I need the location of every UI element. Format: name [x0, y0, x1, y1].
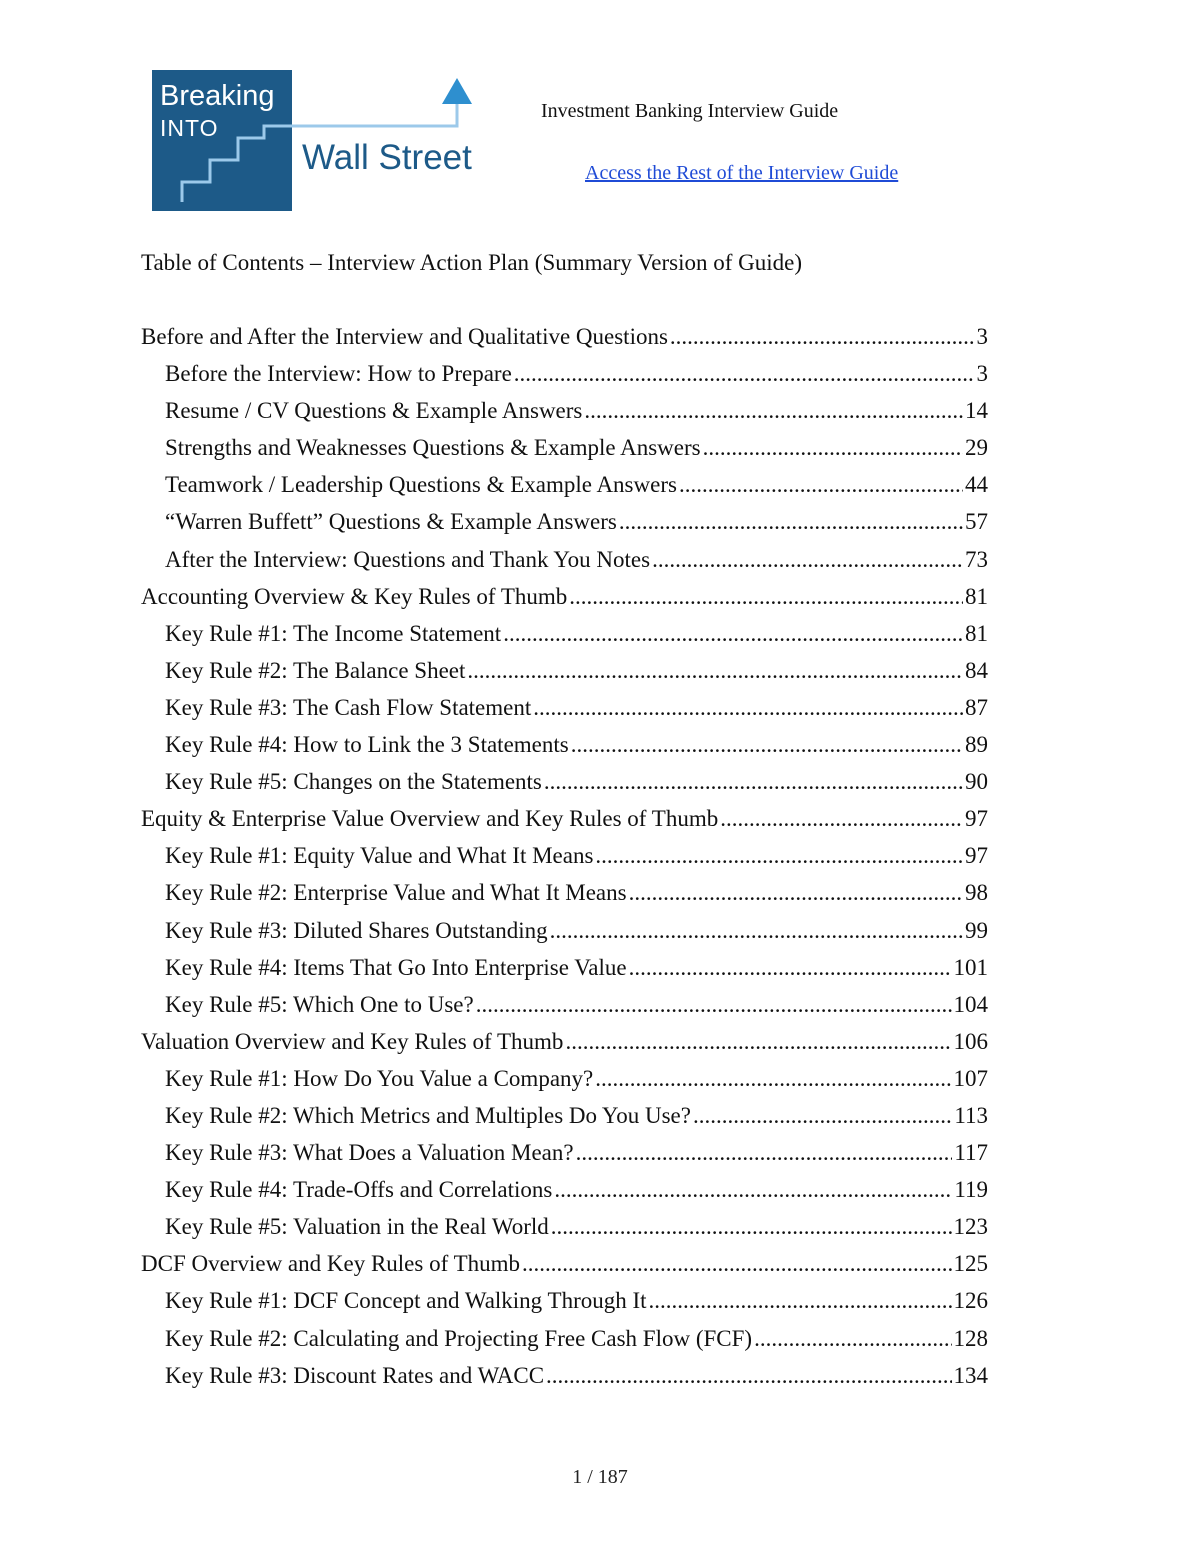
toc-page-number: 98 — [965, 880, 988, 906]
toc-page-number: 113 — [954, 1102, 988, 1128]
toc-dot-leader — [551, 1211, 952, 1243]
toc-dot-leader — [649, 1285, 952, 1317]
toc-dot-leader — [584, 395, 963, 427]
toc-page-number: 89 — [965, 732, 988, 758]
toc-page-number: 14 — [965, 398, 988, 424]
toc-subentry[interactable] — [141, 1100, 988, 1137]
toc-subentry[interactable] — [141, 1137, 988, 1174]
toc-dot-leader — [550, 915, 963, 947]
toc-entry-title: Key Rule #3: What Does a Valuation Mean? — [165, 1140, 574, 1166]
toc-dot-leader — [629, 877, 963, 909]
toc-page-number: 107 — [953, 1065, 988, 1091]
toc-entry-title: Before the Interview: How to Prepare — [165, 361, 512, 387]
toc-page-number: 128 — [953, 1325, 988, 1351]
toc-dot-leader — [514, 358, 975, 390]
toc-page-number: 57 — [965, 509, 988, 535]
toc-dot-leader — [754, 1323, 951, 1355]
toc-page-number: 126 — [953, 1288, 988, 1314]
toc-section[interactable] — [141, 581, 988, 618]
toc-entry-title: Key Rule #5: Changes on the Statements — [165, 769, 542, 795]
toc-entry-title: Key Rule #3: The Cash Flow Statement — [165, 694, 532, 720]
toc-dot-leader — [533, 692, 963, 724]
toc-entry-title: Accounting Overview & Key Rules of Thumb — [141, 583, 568, 609]
toc-dot-leader — [720, 803, 963, 835]
toc-dot-leader — [569, 581, 963, 613]
toc-page-number: 101 — [953, 954, 988, 980]
toc-section[interactable] — [141, 1248, 988, 1285]
logo-arrow-icon — [442, 78, 472, 104]
toc-entry-title: Key Rule #4: How to Link the 3 Statements — [165, 732, 569, 758]
toc-subentry[interactable] — [141, 840, 988, 877]
toc-entry-title: Key Rule #4: Trade-Offs and Correlations — [165, 1177, 553, 1203]
toc-page-number: 73 — [965, 546, 988, 572]
toc-entry-title: Valuation Overview and Key Rules of Thumb — [141, 1028, 564, 1054]
toc-page-number: 134 — [953, 1362, 988, 1388]
toc-page-number: 97 — [965, 806, 988, 832]
toc-entry-title: After the Interview: Questions and Thank You Notes — [165, 546, 651, 572]
toc-dot-leader — [693, 1100, 952, 1132]
toc-subentry[interactable] — [141, 395, 988, 432]
toc-dot-leader — [576, 1137, 953, 1169]
toc-dot-leader — [619, 506, 963, 538]
toc-entry-title: Key Rule #1: The Income Statement — [165, 620, 502, 646]
toc-subentry[interactable] — [141, 544, 988, 581]
toc-entry-title: “Warren Buffett” Questions & Example Answers — [165, 509, 617, 535]
toc-entry-title: Key Rule #5: Valuation in the Real World — [165, 1214, 549, 1240]
logo-text-wall-street: Wall Street — [302, 138, 472, 177]
toc-subentry[interactable] — [141, 655, 988, 692]
toc-entry-title: Resume / CV Questions & Example Answers — [165, 398, 583, 424]
toc-dot-leader — [522, 1248, 951, 1280]
toc-entry-title: Teamwork / Leadership Questions & Example Answers — [165, 472, 677, 498]
toc-page-number: 81 — [965, 620, 988, 646]
toc-dot-leader — [467, 655, 963, 687]
toc-entry-title: DCF Overview and Key Rules of Thumb — [141, 1251, 521, 1277]
toc-subentry[interactable] — [141, 1285, 988, 1322]
toc-page-number: 117 — [954, 1140, 988, 1166]
toc-dot-leader — [544, 766, 963, 798]
toc-subentry[interactable] — [141, 1174, 988, 1211]
toc-page-number: 3 — [976, 361, 988, 387]
toc-subentry[interactable] — [141, 952, 988, 989]
toc-subentry[interactable] — [141, 358, 988, 395]
toc-entry-title: Equity & Enterprise Value Overview and Key Rules of Thumb — [141, 806, 719, 832]
toc-entry-title: Strengths and Weaknesses Questions & Example Answers — [165, 435, 701, 461]
toc-page-number: 87 — [965, 694, 988, 720]
toc-dot-leader — [554, 1174, 952, 1206]
toc-dot-leader — [670, 321, 975, 353]
toc-page-number: 104 — [953, 991, 988, 1017]
toc-subentry[interactable] — [141, 729, 988, 766]
toc-page-number: 84 — [965, 657, 988, 683]
toc-entry-title: Key Rule #2: The Balance Sheet — [165, 657, 466, 683]
toc-entry-title: Key Rule #3: Discount Rates and WACC — [165, 1362, 545, 1388]
toc-section[interactable] — [141, 321, 988, 358]
toc-title: Table of Contents – Interview Action Plan (Summary Version of Guide) — [141, 250, 803, 275]
toc-entry-title: Key Rule #3: Diluted Shares Outstanding — [165, 917, 548, 943]
toc-subentry[interactable] — [141, 506, 988, 543]
toc-section[interactable] — [141, 803, 988, 840]
toc-entry-title: Key Rule #2: Enterprise Value and What It Means — [165, 880, 627, 906]
toc-entry-title: Key Rule #5: Which One to Use? — [165, 991, 474, 1017]
toc-dot-leader — [565, 1026, 951, 1058]
toc-entry-title: Key Rule #2: Which Metrics and Multiples Do You Use? — [165, 1102, 691, 1128]
toc-subentry[interactable] — [141, 692, 988, 729]
toc-dot-leader — [703, 432, 963, 464]
toc-page-number: 119 — [954, 1177, 988, 1203]
toc-subentry[interactable] — [141, 915, 988, 952]
access-guide-link[interactable]: Access the Rest of the Interview Guide — [585, 162, 899, 184]
toc-entry-title: Key Rule #4: Items That Go Into Enterprise Value — [165, 954, 627, 980]
toc-entry-title: Key Rule #1: Equity Value and What It Means — [165, 843, 594, 869]
logo-text-breaking: Breaking — [160, 80, 275, 112]
document-header-title: Investment Banking Interview Guide — [541, 100, 839, 122]
toc-page-number: 90 — [965, 769, 988, 795]
toc-page-number: 44 — [965, 472, 988, 498]
toc-subentry[interactable] — [141, 618, 988, 655]
toc-page-number: 3 — [976, 324, 988, 349]
toc-page-number: 125 — [953, 1251, 988, 1277]
toc-subentry[interactable] — [141, 1323, 988, 1360]
toc-subentry[interactable] — [141, 432, 988, 469]
toc-dot-leader — [546, 1360, 951, 1392]
toc-entry-title: Key Rule #1: DCF Concept and Walking Through It — [165, 1288, 647, 1314]
toc-dot-leader — [652, 544, 963, 576]
toc-dot-leader — [595, 1063, 951, 1095]
toc-subentry[interactable] — [141, 1360, 988, 1397]
toc-dot-leader — [595, 840, 963, 872]
page-indicator: 1 / 187 — [572, 1466, 628, 1488]
toc-subentry[interactable] — [141, 469, 988, 506]
toc-page-number: 99 — [965, 917, 988, 943]
toc-page-number: 123 — [953, 1214, 988, 1240]
toc-dot-leader — [503, 618, 963, 650]
toc-dot-leader — [629, 952, 952, 984]
toc-dot-leader — [571, 729, 963, 761]
toc-page-number: 29 — [965, 435, 988, 461]
toc-subentry[interactable] — [141, 989, 988, 1026]
toc-page-number: 106 — [953, 1028, 988, 1054]
logo-text-into: INTO — [160, 115, 219, 141]
toc-subentry[interactable] — [141, 1211, 988, 1248]
toc-subentry[interactable] — [141, 1063, 988, 1100]
toc-page-number: 81 — [965, 583, 988, 609]
toc-dot-leader — [476, 989, 952, 1021]
toc-entry-title: Key Rule #1: How Do You Value a Company? — [165, 1065, 594, 1091]
breaking-into-wall-street-logo — [152, 70, 482, 211]
toc-dot-leader — [679, 469, 963, 501]
table-of-contents — [141, 321, 988, 1397]
toc-subentry[interactable] — [141, 877, 988, 914]
toc-page-number: 97 — [965, 843, 988, 869]
toc-entry-title: Before and After the Interview and Qualitative Questions — [141, 324, 668, 349]
toc-subentry[interactable] — [141, 766, 988, 803]
toc-entry-title: Key Rule #2: Calculating and Projecting Free Cash Flow (FCF) — [165, 1325, 753, 1351]
toc-section[interactable] — [141, 1026, 988, 1063]
